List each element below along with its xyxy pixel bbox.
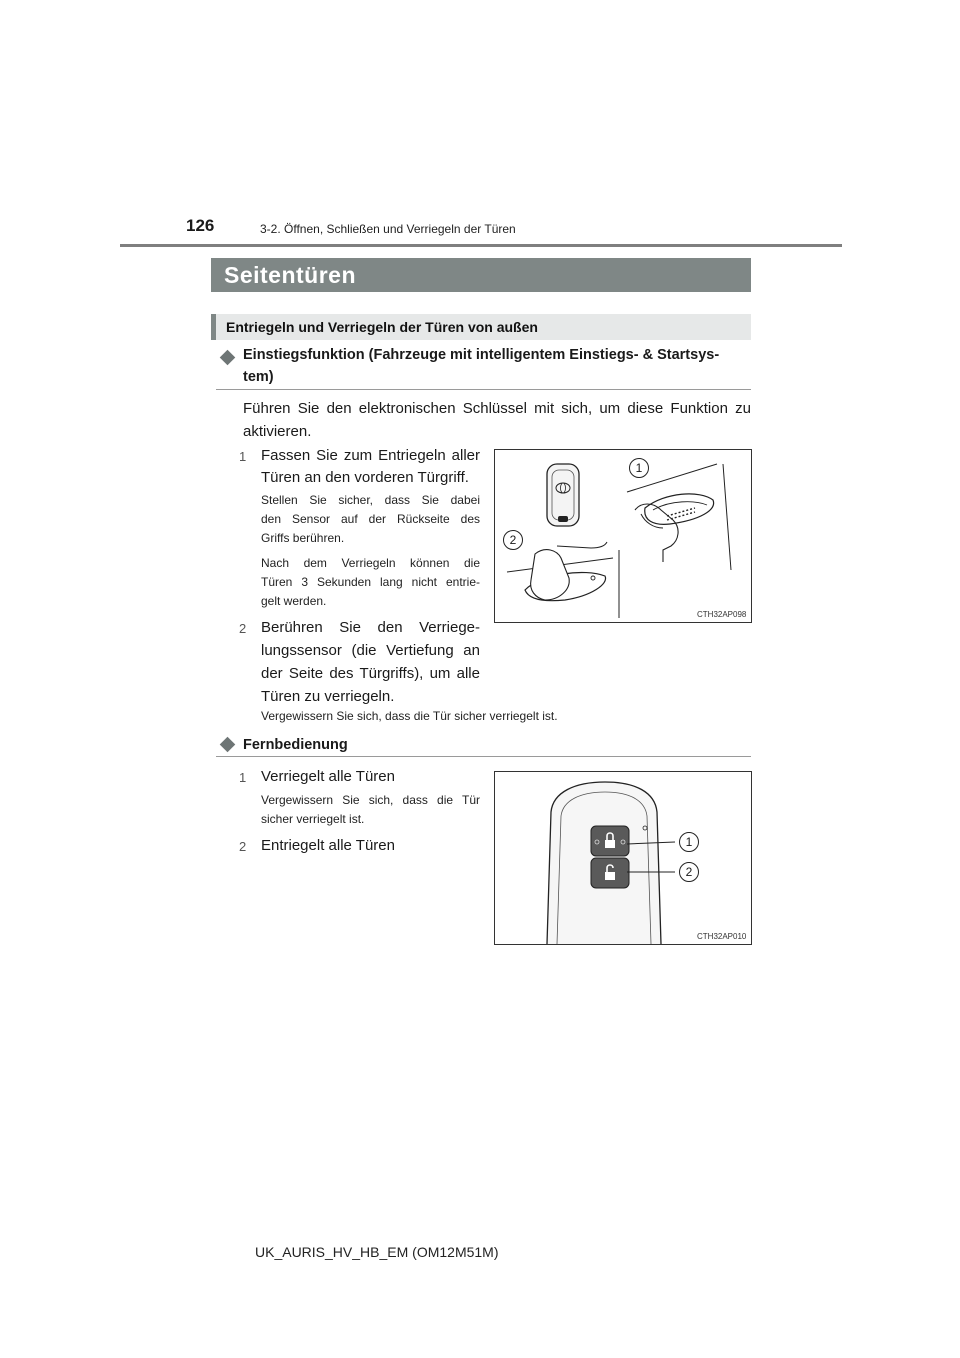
key-fob-icon xyxy=(547,782,675,944)
subsection-title: Entriegeln und Verriegeln der Türen von außen xyxy=(226,319,538,335)
heading-rule xyxy=(216,756,751,757)
remote-key-figure xyxy=(494,771,752,945)
key-fob-icon xyxy=(547,464,579,526)
step2-line2: lungssensor (die Vertiefung an xyxy=(261,642,480,659)
door-handle-illustration xyxy=(495,450,751,622)
step1-line1: Fassen Sie zum Entriegeln aller xyxy=(261,447,480,464)
page-number: 126 xyxy=(186,216,215,235)
figure-code: CTH32AP010 xyxy=(697,932,747,941)
smart-entry-heading-line1: Einstiegsfunktion (Fahrzeuge mit intelligentem Einstiegs- & Startsys- xyxy=(243,347,720,363)
step1-line2: Türen an den vorderen Türgriff. xyxy=(261,469,469,486)
remote-step1-note-line2: sicher verriegelt ist. xyxy=(261,812,365,826)
intro-line2: aktivieren. xyxy=(243,423,312,440)
step1-note2-line1: Nach dem Verriegeln können die xyxy=(261,556,480,570)
step1-note2-line2: Türen 3 Sekunden lang nicht entrie- xyxy=(261,575,480,589)
step-number: 1 xyxy=(239,449,247,464)
intro-line1: Führen Sie den elektronischen Schlüssel mit sich, um diese Funktion zu xyxy=(243,400,751,417)
step-number: 2 xyxy=(239,839,247,854)
step2-line4: Türen zu verriegeln. xyxy=(261,688,395,705)
remote-key-illustration xyxy=(495,772,751,944)
step1-note2-line3: gelt werden. xyxy=(261,594,327,608)
subsection-accent xyxy=(211,314,216,340)
step1-note1-line2: den Sensor auf der Rückseite des xyxy=(261,512,480,526)
callout-circle-2: 2 xyxy=(503,530,523,550)
figure-code: CTH32AP098 xyxy=(697,610,747,619)
callout-circle-2: 2 xyxy=(679,862,699,882)
header-rule xyxy=(120,244,842,247)
step2-line3: der Seite des Türgriffs), um alle xyxy=(261,665,480,682)
smart-entry-figure xyxy=(494,449,752,623)
remote-step2-text: Entriegelt alle Türen xyxy=(261,837,395,854)
remote-step1-note-line1: Vergewissern Sie sich, dass die Tür xyxy=(261,793,480,807)
heading-rule xyxy=(216,389,751,390)
running-head: 3-2. Öffnen, Schließen und Verriegeln der Türen xyxy=(260,222,516,236)
smart-entry-heading-line2: tem) xyxy=(243,369,274,385)
diamond-bullet-icon xyxy=(220,350,236,366)
lock-sensor-handle-icon xyxy=(507,542,619,618)
front-door-handle-icon xyxy=(627,464,731,570)
remote-step1-text: Verriegelt alle Türen xyxy=(261,768,395,785)
diamond-bullet-icon xyxy=(220,737,236,753)
step-number: 1 xyxy=(239,770,247,785)
section-title: Seitentüren xyxy=(224,262,357,288)
manual-id: UK_AURIS_HV_HB_EM (OM12M51M) xyxy=(255,1244,499,1260)
lock-check-note: Vergewissern Sie sich, dass die Tür sicher verriegelt ist. xyxy=(261,709,558,723)
callout-circle-1: 1 xyxy=(629,458,649,478)
remote-heading: Fernbedienung xyxy=(243,737,348,753)
step-number: 2 xyxy=(239,621,247,636)
step1-note1-line1: Stellen Sie sicher, dass Sie dabei xyxy=(261,493,480,507)
step1-note1-line3: Griffs berühren. xyxy=(261,531,345,545)
step2-line1: Berühren Sie den Verriege- xyxy=(261,619,480,636)
callout-circle-1: 1 xyxy=(679,832,699,852)
